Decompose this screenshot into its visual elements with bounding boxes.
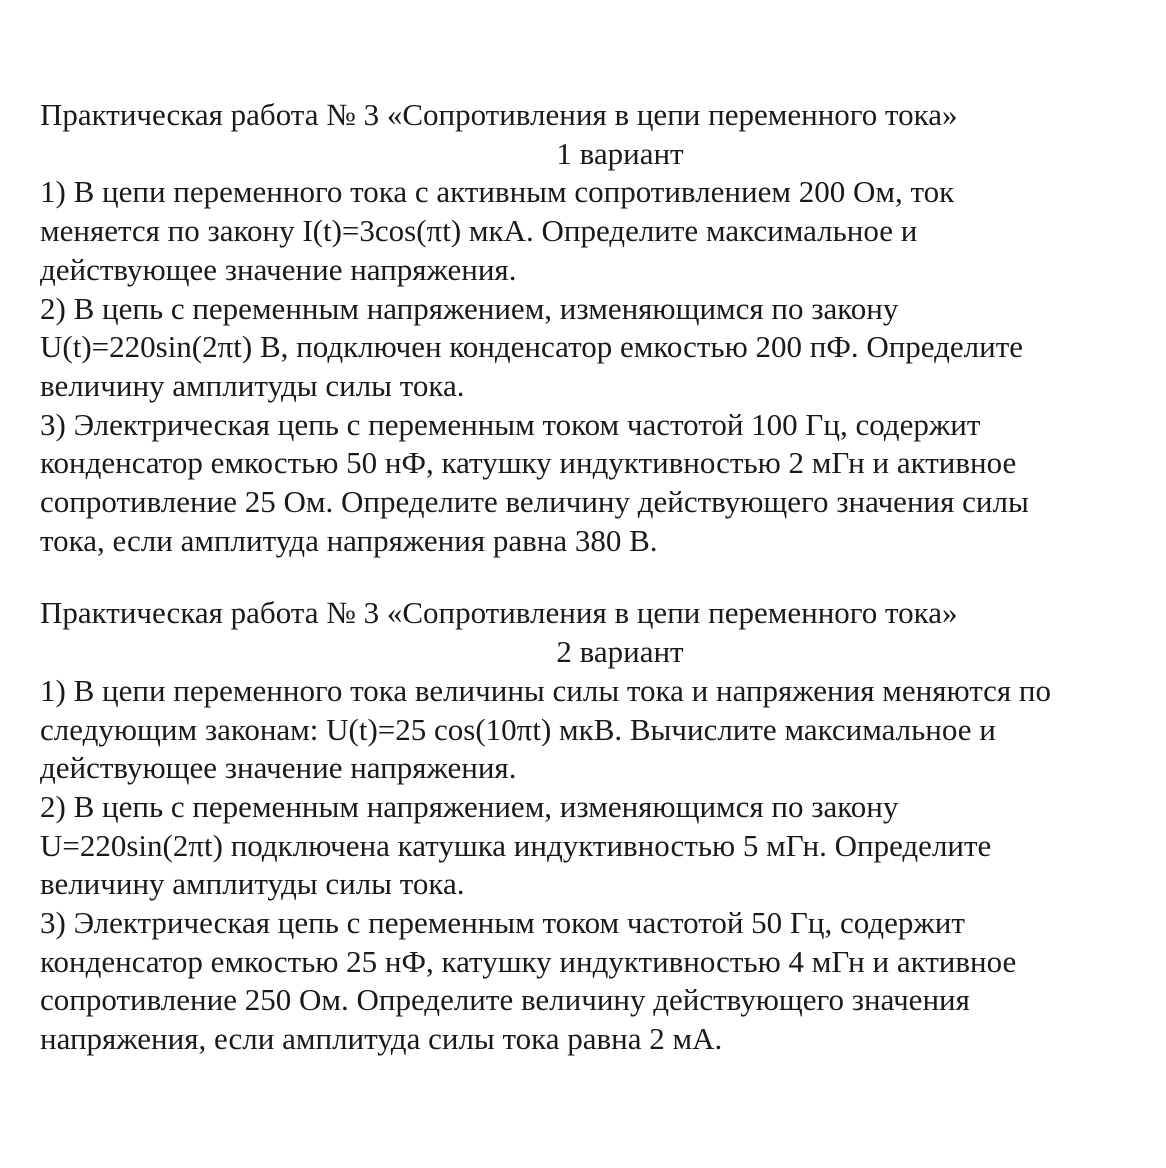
- variant-2-title: Практическая работа № 3 «Сопротивления в цепи переменного тока»: [40, 595, 958, 631]
- document-page: [40, 96, 1140, 1059]
- task-line: меняется по закону I(t)=3cos(πt) мкА. Определите максимальное и: [40, 213, 918, 249]
- task-line: следующим законам: U(t)=25 cos(10πt) мкВ. Вычислите максимальное и: [40, 711, 996, 747]
- task-line: 3) Электрическая цепь с переменным током частотой 100 Гц, содержит: [40, 406, 981, 442]
- variant-1-task-2: [40, 290, 1140, 406]
- variant-1-block: [40, 96, 1140, 560]
- task-line: 1) В цепи переменного тока с активным сопротивлением 200 Ом, ток: [40, 174, 955, 210]
- task-line: 2) В цепь с переменным напряжением, изменяющимся по закону: [40, 788, 899, 824]
- task-line: сопротивление 250 Ом. Определите величину действующего значения: [40, 982, 970, 1018]
- task-line: 2) В цепь с переменным напряжением, изменяющимся по закону: [40, 290, 899, 326]
- variant-1-subtitle: 1 вариант: [556, 135, 684, 171]
- variant-1-task-3: [40, 406, 1140, 561]
- task-line: сопротивление 25 Ом. Определите величину действующего значения силы: [40, 484, 1029, 520]
- variant-2-task-2: [40, 788, 1140, 904]
- variant-2-block: [40, 594, 1140, 1058]
- variant-2-task-1: [40, 672, 1140, 788]
- task-line: действующее значение напряжения.: [40, 251, 517, 287]
- task-line: величину амплитуды силы тока.: [40, 367, 465, 403]
- task-line: 3) Электрическая цепь с переменным током частотой 50 Гц, содержит: [40, 905, 965, 941]
- task-line: конденсатор емкостью 25 нФ, катушку индуктивностью 4 мГн и активное: [40, 943, 1017, 979]
- task-line: U(t)=220sin(2πt) В, подключен конденсатор емкостью 200 пФ. Определите: [40, 329, 1024, 365]
- task-line: действующее значение напряжения.: [40, 750, 517, 786]
- task-line: U=220sin(2πt) подключена катушка индуктивностью 5 мГн. Определите: [40, 827, 992, 863]
- variant-2-task-3: [40, 904, 1140, 1059]
- task-line: величину амплитуды силы тока.: [40, 866, 465, 902]
- task-line: напряжения, если амплитуда силы тока равна 2 мА.: [40, 1021, 723, 1057]
- task-line: тока, если амплитуда напряжения равна 380 В.: [40, 522, 658, 558]
- task-line: 1) В цепи переменного тока величины силы тока и напряжения меняются по: [40, 672, 1051, 708]
- task-line: конденсатор емкостью 50 нФ, катушку индуктивностью 2 мГн и активное: [40, 445, 1017, 481]
- variant-2-subtitle: 2 вариант: [556, 634, 684, 670]
- variant-1-task-1: [40, 173, 1140, 289]
- variant-1-title: Практическая работа № 3 «Сопротивления в цепи переменного тока»: [40, 97, 958, 132]
